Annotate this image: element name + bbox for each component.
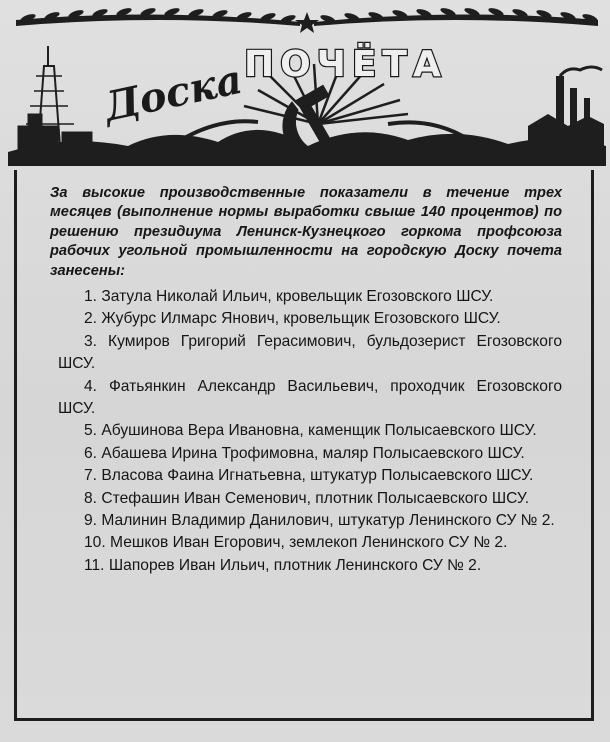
honoree-number: 6. (84, 444, 98, 462)
honoree-item (58, 555, 562, 577)
honoree-text: Затула Николай Ильич, кровельщик Егозовского ШСУ. (101, 288, 494, 305)
honoree-text: Шапорев Иван Ильич, плотник Ленинского СУ № 2. (108, 556, 482, 574)
honoree-item (58, 308, 562, 330)
honoree-text: Малинин Владимир Данилович, штукатур Ленинского СУ № 2. (101, 512, 555, 530)
title-pocheta: ПОЧЁТА (244, 44, 447, 85)
honoree-item (58, 286, 562, 308)
mine-headframe-icon (18, 46, 92, 152)
honoree-item (58, 510, 562, 532)
honoree-number: 3. (84, 332, 98, 350)
honoree-number: 10. (84, 534, 106, 552)
honoree-text: Жубурс Илмарс Янович, кровельщик Егозовского ШСУ. (101, 310, 501, 328)
star-icon (295, 12, 319, 33)
honoree-item (58, 532, 562, 554)
honoree-list (58, 286, 562, 577)
honoree-text: Кумиров Григорий Герасимович, бульдозерист Егозовского ШСУ. (58, 332, 562, 373)
honoree-number: 9. (84, 512, 98, 530)
honoree-text: Стефашин Иван Семенович, плотник Полысаевского ШСУ. (101, 489, 530, 507)
honoree-text: Власова Фаина Игнатьевна, штукатур Полысаевского ШСУ. (101, 467, 534, 485)
honor-board-banner (8, 6, 606, 166)
honoree-number: 8. (84, 489, 98, 507)
honoree-item (58, 443, 562, 465)
honoree-text: Абушинова Вера Ивановна, каменщик Полысаевского ШСУ. (101, 422, 537, 440)
honoree-item (58, 331, 562, 376)
honoree-number: 4. (84, 377, 98, 395)
honoree-text: Фатьянкин Александр Васильевич, проходчик Егозовского ШСУ. (58, 377, 562, 418)
intro-paragraph: За высокие производственные показатели в течение трех месяцев (выполнение нормы выработки свыше 140 процентов) по решению президиума Ленинск-Кузнецкого горкома профсоюза рабочих угольной промышленности на городскую Доску почета занесены: (50, 185, 562, 279)
honoree-text: Абашева Ирина Трофимовна, маляр Полысаевского ШСУ. (101, 444, 525, 462)
honoree-item (58, 376, 562, 421)
honoree-item (58, 465, 562, 487)
banner-artwork (8, 6, 606, 166)
honoree-number: 5. (84, 422, 98, 440)
honoree-number: 2. (84, 310, 98, 328)
honoree-number: 11. (84, 556, 105, 574)
honoree-number: 1. (84, 288, 98, 305)
honoree-text: Мешков Иван Егорович, землекоп Ленинского СУ № 2. (110, 534, 508, 552)
honoree-number: 7. (84, 467, 98, 485)
landscape-silhouette (8, 130, 606, 166)
honoree-item (58, 488, 562, 510)
honoree-item (58, 420, 562, 442)
title-doska: Доска (99, 55, 247, 131)
